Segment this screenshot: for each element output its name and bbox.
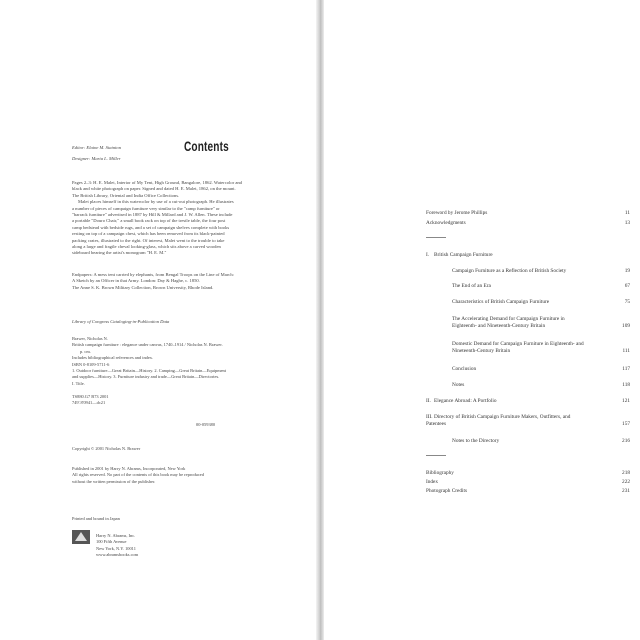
toc-entry-page: 75	[624, 299, 630, 305]
toc-entry[interactable]	[426, 488, 630, 495]
toc-entry-page: 218	[622, 470, 630, 476]
toc-entry-label: Characteristics of British Campaign Furniture	[452, 299, 550, 305]
cip-line: 1. Outdoor furniture—Great Britain—History. 2. Camping—Great Britain—Equipment	[72, 368, 226, 374]
copyright-line: Copyright © 2001 Nicholas N. Brawer	[72, 446, 141, 451]
toc-entry-page: 19	[624, 268, 630, 274]
part-number: III.	[426, 414, 433, 420]
toc-entry[interactable]	[452, 366, 630, 373]
toc-entry-page: 67	[624, 283, 630, 289]
caption-line: sideboard bearing the artist's monogram "H. E. M."	[72, 250, 167, 256]
printed-line: Printed and bound in Japan	[72, 516, 120, 521]
record-id: 00-059380	[196, 422, 216, 427]
toc-entry-label: Index	[426, 479, 439, 485]
copyright-page	[0, 0, 318, 640]
caption-line: along a large and fragile cheval looking-glass, which sits above a carved wooden	[72, 244, 221, 250]
toc-part-label: Elegance Abroad: A Portfolio	[434, 398, 497, 404]
toc-entry-label: Campaign Furniture as a Reflection of British Society	[452, 268, 567, 274]
toc-entry-label: Foreword by Jerome Phillips	[426, 210, 488, 216]
cip-line: Includes bibliographical references and index.	[72, 355, 154, 361]
part-number: I.	[426, 252, 430, 258]
toc-entry-page: 118	[622, 382, 630, 388]
cip-heading: Library of Congress Cataloging-in-Publication Data	[72, 319, 170, 324]
endpapers-line: The Anne S. K. Brown Military Collection, Brown University, Rhode Island.	[72, 284, 214, 290]
toc-entry[interactable]	[452, 382, 630, 389]
class-line: TS880.G7 B73 2001	[72, 394, 109, 399]
cip-block	[72, 336, 312, 387]
class-line: 749'.8'0941—dc21	[72, 400, 106, 406]
caption-line: resting on top of a campaign chest, which has been removed from its black-painted	[72, 231, 225, 237]
toc-entry[interactable]	[452, 341, 630, 354]
toc-entry[interactable]	[452, 283, 630, 290]
toc-part-2[interactable]	[426, 398, 630, 405]
abrams-logo-icon	[72, 530, 90, 544]
toc-entry-page: 157	[622, 420, 630, 427]
caption-line: camp bedstead with bedside rugs, and a set of campaign shelves complete with books	[72, 224, 230, 230]
toc-entry[interactable]	[452, 299, 630, 306]
toc-entry-page: 13	[624, 220, 630, 226]
publisher-line: Harry N. Abrams, Inc.	[96, 533, 136, 538]
toc-entry-label: Notes	[452, 382, 465, 388]
toc-entry[interactable]	[426, 220, 630, 227]
toc-part-3[interactable]	[426, 414, 630, 427]
cip-line: ISBN 0-8109-5711-6	[72, 361, 110, 367]
toc-entry-page: 216	[622, 438, 630, 444]
toc-entry[interactable]	[452, 316, 630, 329]
caption-line: Malet places himself in this watercolor by use of a cut-out photograph. He illustrates	[78, 199, 234, 205]
part-number: II.	[426, 398, 431, 404]
toc-entry-page: 109	[622, 322, 630, 329]
caption-line: black and white photograph on paper. Signed and dated H. E. Malet, 1862, on the mount.	[72, 186, 236, 192]
page-title: Contents	[184, 138, 229, 154]
publisher-address	[96, 533, 216, 559]
caption-line: a portable "Douro Chair," a small book rack on top of the trestle table, the four post	[72, 218, 226, 224]
toc-entry-label: Conclusion	[452, 366, 477, 372]
toc-part-label: Directory of British Campaign Furniture Makers, Outfitters, and Patentees	[426, 414, 571, 427]
toc-entry[interactable]	[452, 268, 630, 275]
toc-entry[interactable]	[452, 438, 630, 445]
toc-entry-page: 11	[624, 210, 630, 216]
cip-line: and supplies—History. 3. Furniture industry and trade—Great Britain—Directories.	[72, 374, 220, 380]
caption-line: a number of pieces of campaign furniture very similar to the "camp furniture" or	[72, 205, 220, 211]
cip-line: British campaign furniture : elegance under canvas, 1740–1914 / Nicholas N. Brawer.	[72, 342, 223, 348]
designer-credit: Designer: Maria L. Miller	[72, 156, 121, 161]
toc-entry[interactable]	[426, 210, 630, 217]
divider	[426, 455, 446, 456]
published-line: without the written permission of the publisher.	[72, 478, 156, 484]
publisher-line: New York, N.Y. 10011	[96, 545, 136, 551]
toc-part-label: British Campaign Furniture	[434, 252, 493, 258]
toc-entry-page: 222	[622, 479, 630, 485]
cip-line: p. cm.	[80, 348, 91, 354]
endpapers-line: Endpapers: A mess tent carried by elephants, from Bengal Troops on the Line of March:	[72, 272, 234, 277]
book-gutter	[316, 0, 324, 640]
toc-entry-page: 111	[622, 347, 630, 354]
toc-entry-label: Acknowledgments	[426, 220, 466, 226]
toc-entry[interactable]	[426, 479, 630, 486]
cip-line: I. Title.	[72, 380, 85, 386]
publisher-line: www.abramsbooks.com	[96, 552, 139, 558]
toc-entry-page: 121	[622, 398, 630, 404]
toc-entry-label: Photograph Credits	[426, 488, 468, 494]
editor-credit: Editor: Elaine M. Stainton	[72, 145, 121, 150]
caption-line: "barrack furniture" advertised in 1887 by Hill & Millard and J. W. Allen. These include	[72, 212, 233, 218]
frontispiece-caption	[72, 180, 312, 257]
divider	[426, 237, 446, 238]
toc-entry-page: 231	[622, 488, 630, 494]
caption-line: The British Library, Oriental and India Office Collections.	[72, 192, 180, 198]
published-line: Published in 2001 by Harry N. Abrams, Incorporated, New York	[72, 466, 186, 471]
toc-entry-label: Bibliography	[426, 470, 454, 476]
toc-part-1[interactable]	[426, 252, 630, 259]
publisher-line: 100 Fifth Avenue	[96, 539, 127, 545]
caption-line: packing crates, illustrated to the right. Of interest, Malet went to the trouble to take	[72, 237, 225, 243]
endpapers-line: A Sketch by an Officer in that Army. London: Day & Haghe, c. 1850.	[72, 278, 200, 284]
toc-entry-page: 117	[622, 366, 630, 372]
published-line: All rights reserved. No part of the contents of this book may be reproduced	[72, 472, 204, 478]
toc-entry-label: The End of an Era	[452, 283, 491, 289]
toc-entry-label: Notes to the Directory	[452, 438, 500, 444]
published-block	[72, 466, 312, 485]
classification-block	[72, 394, 304, 407]
cip-line: Brawer, Nicholas N.	[72, 336, 108, 341]
endpapers-caption	[72, 272, 312, 291]
toc-entry-label: Domestic Demand for Campaign Furniture in Eighteenth- and Nineteenth-Century Britain	[452, 341, 584, 354]
toc-entry[interactable]	[426, 470, 630, 477]
caption-line: Pages 2–3: H. E. Malet, Interior of My Tent, High Ground, Bangalore, 1862. Watercolor and	[72, 180, 242, 185]
toc-entry-label: The Accelerating Demand for Campaign Furniture in Eighteenth- and Nineteenth-Century Britain	[452, 316, 565, 329]
